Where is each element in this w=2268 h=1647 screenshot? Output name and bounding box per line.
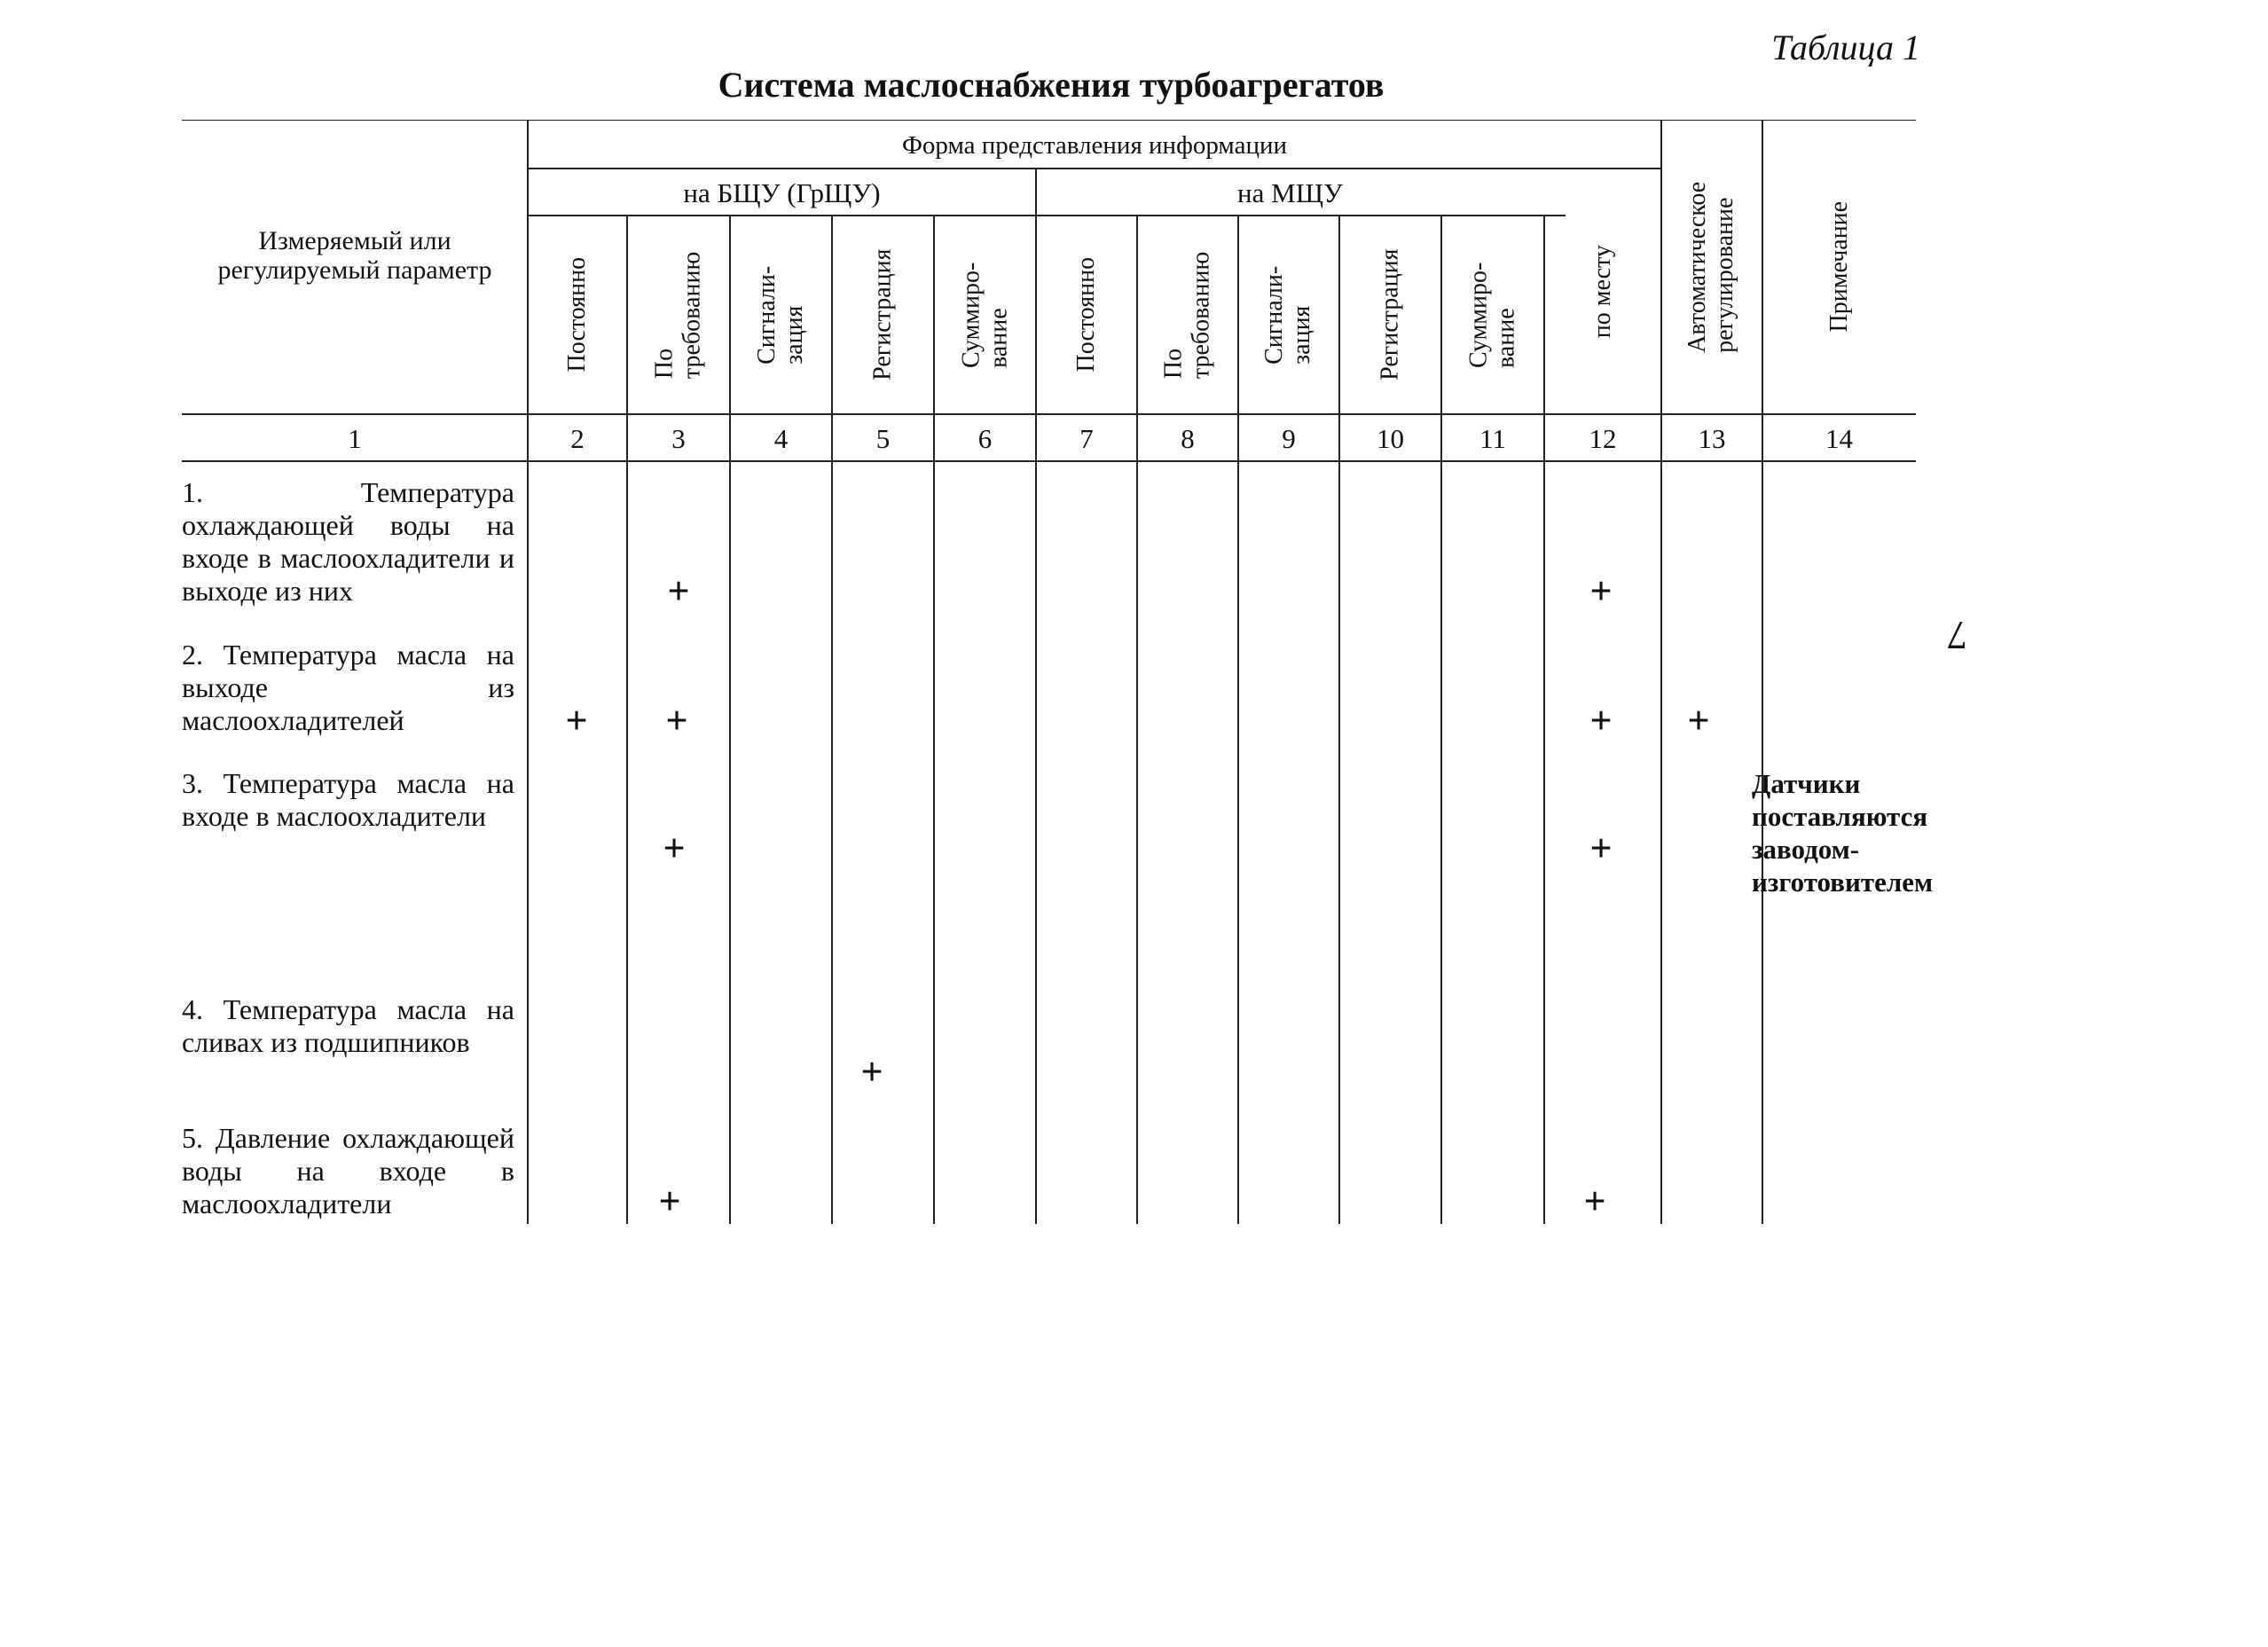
- col-header-11: Суммиро- вание: [1464, 262, 1521, 368]
- subgroup-mshu: на МЩУ: [1237, 177, 1343, 208]
- col-header-4: Сигнали- зация: [753, 265, 809, 365]
- col-number-6: 6: [977, 423, 993, 454]
- row-2-col-2-mark: +: [565, 699, 588, 742]
- row-1-col-12-mark: +: [1589, 569, 1613, 613]
- row-3-note: Датчики поставляются заводом-изготовителем: [1752, 768, 1934, 898]
- row-5-col-3-mark: +: [658, 1180, 681, 1223]
- col-number-10: 10: [1377, 423, 1404, 454]
- col-number-11: 11: [1479, 423, 1506, 454]
- row-2-col-12-mark: +: [1589, 699, 1613, 742]
- col-header-12: по месту: [1589, 244, 1617, 339]
- table-title: Система маслоснабжения турбоагрегатов: [718, 65, 1385, 105]
- row-2-parameter: 2. Температура масла на выходе из маслоохладителей: [182, 639, 514, 736]
- row-4-col-5-mark: +: [860, 1050, 883, 1094]
- col-number-7: 7: [1079, 423, 1094, 454]
- parameter-table: [182, 120, 1934, 1228]
- row-3-col-12-mark: +: [1589, 827, 1613, 870]
- col-header-14: Примечание: [1825, 201, 1853, 333]
- col-header-10: Регистрация: [1376, 248, 1404, 381]
- group-header: Форма представления информации: [901, 131, 1288, 160]
- row-3-col-3-mark: +: [663, 827, 686, 870]
- row-1-parameter: 1. Температура охлаждающей воды на входе в маслоохладители и выходе из них: [182, 476, 514, 607]
- col-number-8: 8: [1181, 423, 1195, 454]
- col-header-6: Суммиро- вание: [957, 262, 1013, 368]
- col-number-14: 14: [1825, 423, 1853, 454]
- col-number-4: 4: [773, 423, 789, 454]
- col-header-7: Постоянно: [1072, 257, 1101, 373]
- table-caption: Таблица 1: [1771, 27, 1920, 67]
- subgroup-bshu: на БЩУ (ГрЩУ): [683, 177, 881, 208]
- col-number-5: 5: [875, 423, 891, 454]
- col-header-8: По требованию: [1159, 251, 1216, 379]
- col-number-2: 2: [570, 423, 585, 454]
- row-2-col-3-mark: +: [665, 699, 688, 742]
- col-header-13: Автоматическое регулирование: [1683, 181, 1739, 353]
- col-header-9: Сигнали- зация: [1260, 265, 1316, 365]
- col-number-13: 13: [1698, 423, 1726, 454]
- col-number-1: 1: [348, 423, 362, 454]
- page-number: 7: [1947, 613, 1967, 658]
- col-header-3: По требованию: [650, 251, 707, 379]
- col-number-9: 9: [1282, 423, 1296, 454]
- col-number-3: 3: [671, 423, 686, 454]
- row-5-col-12-mark: +: [1583, 1180, 1606, 1223]
- row-1-col-3-mark: +: [667, 569, 690, 613]
- col-header-5: Регистрация: [868, 248, 897, 381]
- row-3-parameter: 3. Температура масла на входе в маслоохладители: [182, 767, 514, 832]
- row-4-parameter: 4. Температура масла на сливах из подшипников: [182, 993, 514, 1058]
- param-header: Измеряемый или регулируемый параметр: [217, 226, 492, 285]
- col-header-2: Постоянно: [563, 257, 592, 373]
- row-5-parameter: 5. Давление охлаждающей воды на входе в маслоохладители: [182, 1122, 514, 1220]
- row-2-col-13-mark: +: [1687, 699, 1710, 742]
- col-number-12: 12: [1589, 423, 1617, 454]
